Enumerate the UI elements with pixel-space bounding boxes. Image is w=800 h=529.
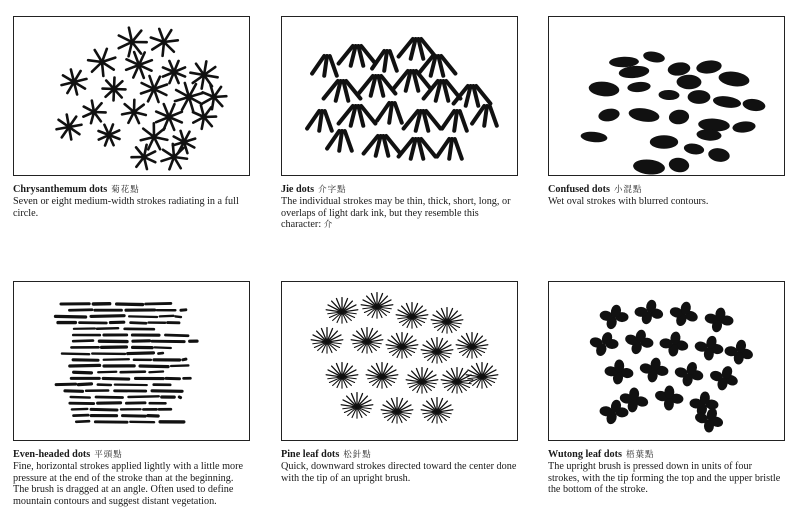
ink-dot xyxy=(712,95,741,110)
ink-stroke xyxy=(173,144,174,157)
panel-chinese-name: 小混點 xyxy=(614,185,643,195)
ink-stroke xyxy=(97,328,118,329)
ink-stroke xyxy=(437,139,449,157)
ink-dot xyxy=(632,158,665,175)
ink-stroke xyxy=(339,131,342,151)
pine-leaf-dots-illustration xyxy=(282,282,517,440)
ink-stroke xyxy=(155,347,171,348)
ink-stroke xyxy=(384,51,387,71)
ink-stroke xyxy=(123,416,146,417)
panel-description: Quick, downward strokes directed toward the center done with the tip of an upright brush. xyxy=(281,461,517,484)
ink-stroke xyxy=(377,103,389,121)
panel-title: Pine leaf dots xyxy=(281,449,340,460)
panel-caption xyxy=(281,184,518,232)
ink-stroke xyxy=(74,372,92,373)
ink-stroke xyxy=(460,111,467,131)
ink-dot xyxy=(676,75,701,90)
ink-stroke xyxy=(395,103,402,123)
ink-stroke xyxy=(103,378,128,379)
panel-description: Seven or eight medium-width strokes radiating in a full circle. xyxy=(13,196,239,219)
ink-stroke xyxy=(129,316,157,317)
ink-stroke xyxy=(454,111,457,131)
ink-stroke xyxy=(76,421,89,422)
ink-stroke xyxy=(165,335,188,336)
ink-stroke xyxy=(214,97,222,106)
panel-title: Confused dots xyxy=(548,184,610,195)
ink-stroke xyxy=(330,56,337,76)
ink-stroke xyxy=(154,128,165,137)
ink-stroke xyxy=(160,316,174,317)
ink-dot xyxy=(658,90,679,101)
panel-description xyxy=(281,196,518,231)
ink-stroke xyxy=(92,62,102,72)
ink-dot xyxy=(650,135,678,149)
ink-dot xyxy=(629,387,639,400)
ink-stroke xyxy=(204,117,212,126)
ink-stroke xyxy=(325,111,332,131)
ink-stroke xyxy=(472,106,484,124)
ink-dot xyxy=(732,120,756,133)
panel-caption xyxy=(13,184,250,219)
ink-stroke xyxy=(176,316,181,317)
ink-stroke xyxy=(164,40,178,42)
panel-caption xyxy=(13,449,250,507)
ink-stroke xyxy=(91,316,124,317)
ink-stroke xyxy=(490,106,497,126)
ink-dot xyxy=(597,107,620,123)
ink-stroke xyxy=(102,62,103,76)
ink-stroke xyxy=(128,353,154,354)
ink-stroke xyxy=(442,111,454,129)
panel-title: Even-headed dots xyxy=(13,449,91,460)
ink-stroke xyxy=(62,354,89,355)
ink-stroke xyxy=(179,397,180,398)
illustration-frame xyxy=(548,16,785,176)
ink-stroke xyxy=(131,323,146,324)
panel-chinese-name: 梧葉點 xyxy=(625,450,655,460)
panel-caption xyxy=(548,449,785,496)
ink-stroke xyxy=(158,353,162,354)
ink-stroke xyxy=(70,365,100,366)
ink-dot xyxy=(668,157,690,174)
ink-dot xyxy=(688,90,711,104)
ink-dot xyxy=(627,81,651,93)
panel-chinese-name: 介字點 xyxy=(318,185,347,195)
jie-character: 介 xyxy=(323,220,333,231)
ink-stroke xyxy=(132,31,141,42)
panel-description: Fine, horizontal strokes applied lightly with a little more pressure at the end of the stroke than at the beginning. The brush is dragged at an angle. Often used to define mountain contours and suggest distant vegetation. xyxy=(13,461,244,507)
ink-dot xyxy=(628,106,661,124)
ink-stroke xyxy=(125,104,134,112)
ink-stroke xyxy=(484,106,487,126)
wutong-leaf-dots-illustration xyxy=(549,282,784,440)
ink-stroke xyxy=(71,397,90,398)
ink-dot xyxy=(707,147,730,163)
ink-stroke xyxy=(56,316,86,317)
panel-caption xyxy=(281,449,518,484)
ink-stroke xyxy=(164,42,174,52)
ink-stroke xyxy=(389,103,392,123)
ink-stroke xyxy=(121,372,145,373)
ink-stroke xyxy=(136,157,144,167)
ink-stroke xyxy=(307,111,319,129)
ink-dot xyxy=(642,50,665,64)
ink-stroke xyxy=(312,56,324,74)
ink-dot xyxy=(588,80,620,97)
illustration-frame xyxy=(13,281,250,441)
ink-dot xyxy=(683,142,705,155)
panel-description: Wet oval strokes with blurred contours. xyxy=(548,196,709,208)
ink-dot xyxy=(634,307,647,317)
panel-title: Chrysanthemum dots xyxy=(13,184,108,195)
ink-dot xyxy=(718,70,751,89)
ink-stroke xyxy=(117,304,143,305)
panel-chinese-name: 松針點 xyxy=(343,450,372,460)
panel-chinese-name: 平頭點 xyxy=(94,450,123,460)
panel-description: The upright brush is pressed down in units of four strokes, with the tip forming the top and the upper bristle the bottom of the stroke. xyxy=(548,461,781,496)
ink-stroke xyxy=(183,359,186,360)
panel-description-text: The individual strokes may be thin, thick, short, long, or overlaps of light dark ink, but they resemble this character: xyxy=(281,196,511,231)
ink-stroke xyxy=(143,129,154,137)
ink-stroke xyxy=(449,139,452,159)
illustration-frame xyxy=(281,281,518,441)
chrysanthemum-dots-illustration xyxy=(14,17,249,175)
ink-stroke xyxy=(73,341,93,342)
ink-stroke xyxy=(149,372,163,373)
panel-chinese-name: 菊花點 xyxy=(111,185,140,195)
ink-dot xyxy=(696,59,723,75)
ink-stroke xyxy=(146,303,171,304)
ink-stroke xyxy=(136,147,144,157)
ink-stroke xyxy=(65,391,82,392)
confused-dots-illustration xyxy=(549,17,784,175)
panel-caption xyxy=(548,184,785,208)
ink-stroke xyxy=(214,96,226,97)
illustration-frame xyxy=(548,281,785,441)
ink-stroke xyxy=(319,111,322,131)
panel-title: Wutong leaf dots xyxy=(548,449,622,460)
ink-stroke xyxy=(390,51,397,71)
illustration-frame xyxy=(281,16,518,176)
ink-stroke xyxy=(327,131,339,149)
ink-stroke xyxy=(345,131,352,151)
ink-dot xyxy=(614,359,624,372)
ink-stroke xyxy=(324,56,327,76)
ink-stroke xyxy=(91,409,117,410)
ink-stroke xyxy=(78,384,91,385)
ink-dot xyxy=(742,98,766,113)
ink-stroke xyxy=(455,139,462,159)
ink-stroke xyxy=(129,396,159,397)
ink-stroke xyxy=(94,103,102,112)
even-headed-dots-illustration xyxy=(14,282,249,440)
illustration-frame xyxy=(13,16,250,176)
ink-stroke xyxy=(104,359,129,360)
panel-title: Jie dots xyxy=(281,184,315,195)
ink-dot xyxy=(668,109,690,126)
ink-stroke xyxy=(171,365,188,366)
ink-dot xyxy=(580,131,608,144)
ink-stroke xyxy=(140,366,168,367)
jie-dots-illustration xyxy=(282,17,517,175)
ink-dot xyxy=(667,61,691,77)
